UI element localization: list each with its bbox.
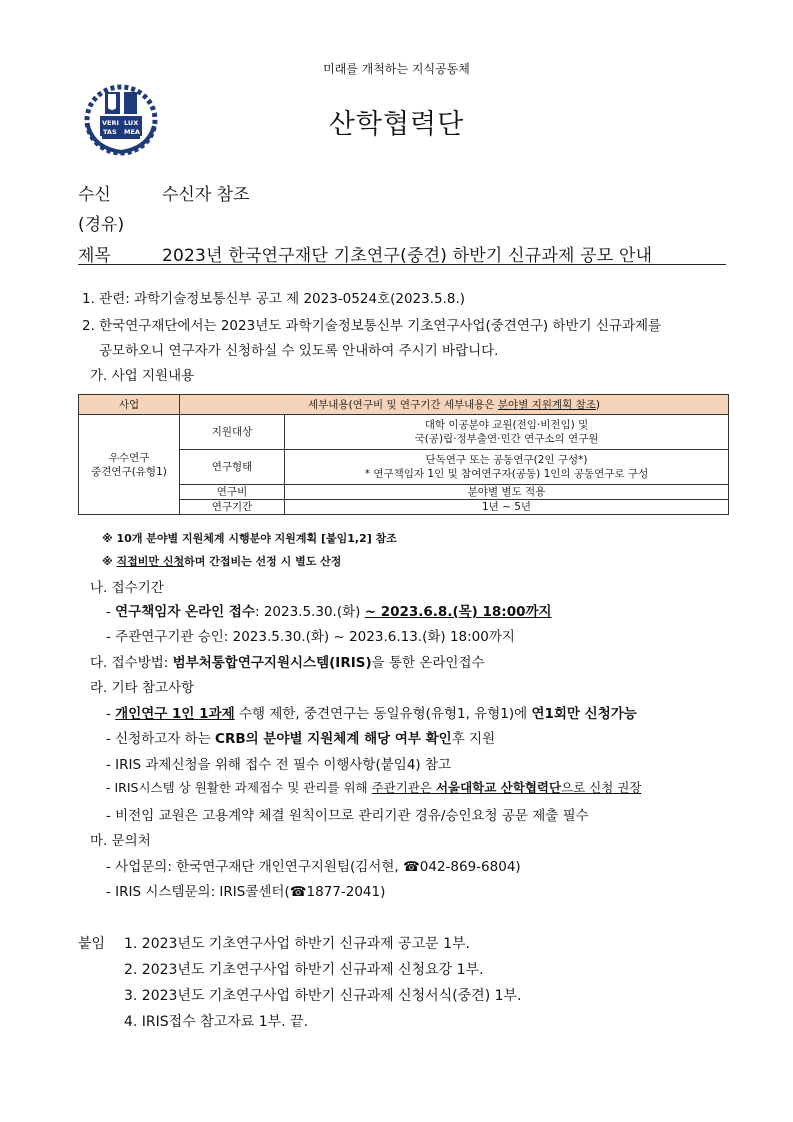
emblem-text-2: LUX [124,119,139,127]
note-2-suffix: 하며 간접비는 선정 시 별도 산정 [184,555,342,568]
ma-line1: - 사업문의: 한국연구재단 개인연구지원팀(김서현, ☎042-869-6804) [106,859,521,875]
na-line1-bold: 연구책임자 온라인 접수 [115,604,255,620]
item-1: 1. 관련: 과학기술정보통신부 공고 제 2023-0524호(2023.5.8.) [82,291,466,307]
row-label: 연구비 [180,485,285,500]
section-ra: 라. 기타 참고사항 [90,680,195,696]
ma-line2: - IRIS 시스템문의: IRIS콜센터(☎1877-2041) [106,884,386,900]
section-na: 나. 접수기간 [90,580,164,596]
row-value [285,450,729,485]
ra2-suffix: 후 지원 [451,731,496,747]
ra2-bold: CRB의 분야별 지원체계 해당 여부 확인 [215,731,452,747]
ra1-bold: 연1회만 신청가능 [531,706,637,722]
emblem-text-3: TAS [103,128,117,136]
subject-divider [78,264,726,265]
ra4-emph2: 으로 신청 권장 [561,780,642,795]
attachment-item: 4. IRIS접수 참고자료 1부. 끝. [124,1014,309,1030]
ra-line1 [106,702,637,722]
subject-label: 제목 [78,246,111,266]
da-prefix: 다. 접수방법: [90,655,173,671]
org-name: 산학협력단 [328,109,465,140]
program-line2: 중견연구(유형1) [91,465,167,478]
table-header-row [79,395,729,415]
emblem-text-4: MEA [124,128,140,136]
na-line1 [106,600,552,620]
row-value: 1년 ~ 5년 [285,500,729,515]
attachments-label: 붙임 [78,936,106,952]
row-value-line1: 대학 이공분야 교원(전임·비전임) 및 [424,419,589,431]
ra4-prefix: - IRIS시스템 상 원활한 과제접수 및 관리를 위해 [106,780,372,795]
table-header-program: 사업 [79,395,180,415]
section-ma: 마. 문의처 [90,833,151,849]
via-label: (경유) [78,215,125,235]
note-1: ※ 10개 분야별 지원체계 시행분야 지원계획 [붙임1,2] 참조 [102,532,397,545]
note-2 [102,553,341,569]
program-cell [79,415,180,515]
table-header-details [180,395,729,415]
section-ga: 가. 사업 지원내용 [90,368,195,384]
program-line1: 우수연구 [108,451,150,464]
da-suffix: 을 통한 온라인접수 [371,655,485,671]
ra-line5: - 비전임 교원은 고용계약 체결 원칙이므로 관리기관 경유/승인요청 공문 제출 필수 [106,808,589,824]
ra1-emph: 개인연구 1인 1과제 [115,706,235,722]
row-label: 지원대상 [180,415,285,450]
note-2-emph: 직접비만 신청 [116,555,185,568]
header-details-prefix: 세부내용(연구비 및 연구기간 세부내용은 [308,398,498,411]
header-details-suffix: ) [595,398,600,411]
attachment-item: 2. 2023년도 기초연구사업 하반기 신규과제 신청요강 1부. [124,962,484,978]
row-value [285,415,729,450]
ra-line3: - IRIS 과제신청을 위해 접수 전 필수 이행사항(붙임4) 참고 [106,757,452,773]
row-value-line2: * 연구책임자 1인 및 참여연구자(공동) 1인의 공동연구로 구성 [364,468,649,480]
na-line2: - 주관연구기관 승인: 2023.5.30.(화) ~ 2023.6.13.(화) 18:00까지 [106,629,515,645]
row-value-line1: 단독연구 또는 공동연구(2인 구성*) [425,454,588,466]
attachment-item: 3. 2023년도 기초연구사업 하반기 신규과제 신청서식(중견) 1부. [124,988,522,1004]
na-line1-mid: : 2023.5.30.(화) [254,604,365,620]
ra1-mid: 수행 제한, 중견연구는 동일유형(유형1, 유형1)에 [234,706,532,722]
ra1-prefix: - [106,706,116,722]
emblem-text-1: VERI [102,119,119,127]
item-2-line2: 공모하오니 연구자가 신청하실 수 있도록 안내하여 주시기 바랍니다. [99,343,499,359]
na-line1-prefix: - [106,604,116,620]
attachment-item: 1. 2023년도 기초연구사업 하반기 신규과제 공고문 1부. [124,936,470,952]
row-value: 분야별 별도 적용 [285,485,729,500]
header-motto: 미래를 개척하는 지식공동체 [323,62,470,76]
row-label: 연구기간 [180,500,285,515]
ra-line4 [106,778,641,796]
row-value-line2: 국(공)립·정부출연·민간 연구소의 연구원 [414,433,599,445]
header-details-emph: 분야별 지원계획 참조 [497,398,596,411]
recipient-value: 수신자 참조 [162,185,250,205]
item-2-line1: 2. 한국연구재단에서는 2023년도 과학기술정보통신부 기초연구사업(중견연구) 하반기 신규과제를 [82,318,662,334]
section-da [90,651,485,671]
da-bold: 범부처통합연구지원시스템(IRIS) [172,655,372,671]
support-table [78,394,729,515]
table-row [79,415,729,450]
na-line1-emph: ~ 2023.6.8.(목) 18:00까지 [364,604,552,620]
ra-line2 [106,727,495,747]
recipient-label: 수신 [78,185,111,205]
subject-value: 2023년 한국연구재단 기초연구(중견) 하반기 신규과제 공모 안내 [162,246,653,266]
ra4-emph-bold: 서울대학교 산학협력단 [435,780,562,795]
note-2-prefix: ※ [102,555,117,568]
row-label: 연구형태 [180,450,285,485]
ra2-prefix: - 신청하고자 하는 [106,731,216,747]
ra4-emph1: 주관기관은 [371,780,436,795]
